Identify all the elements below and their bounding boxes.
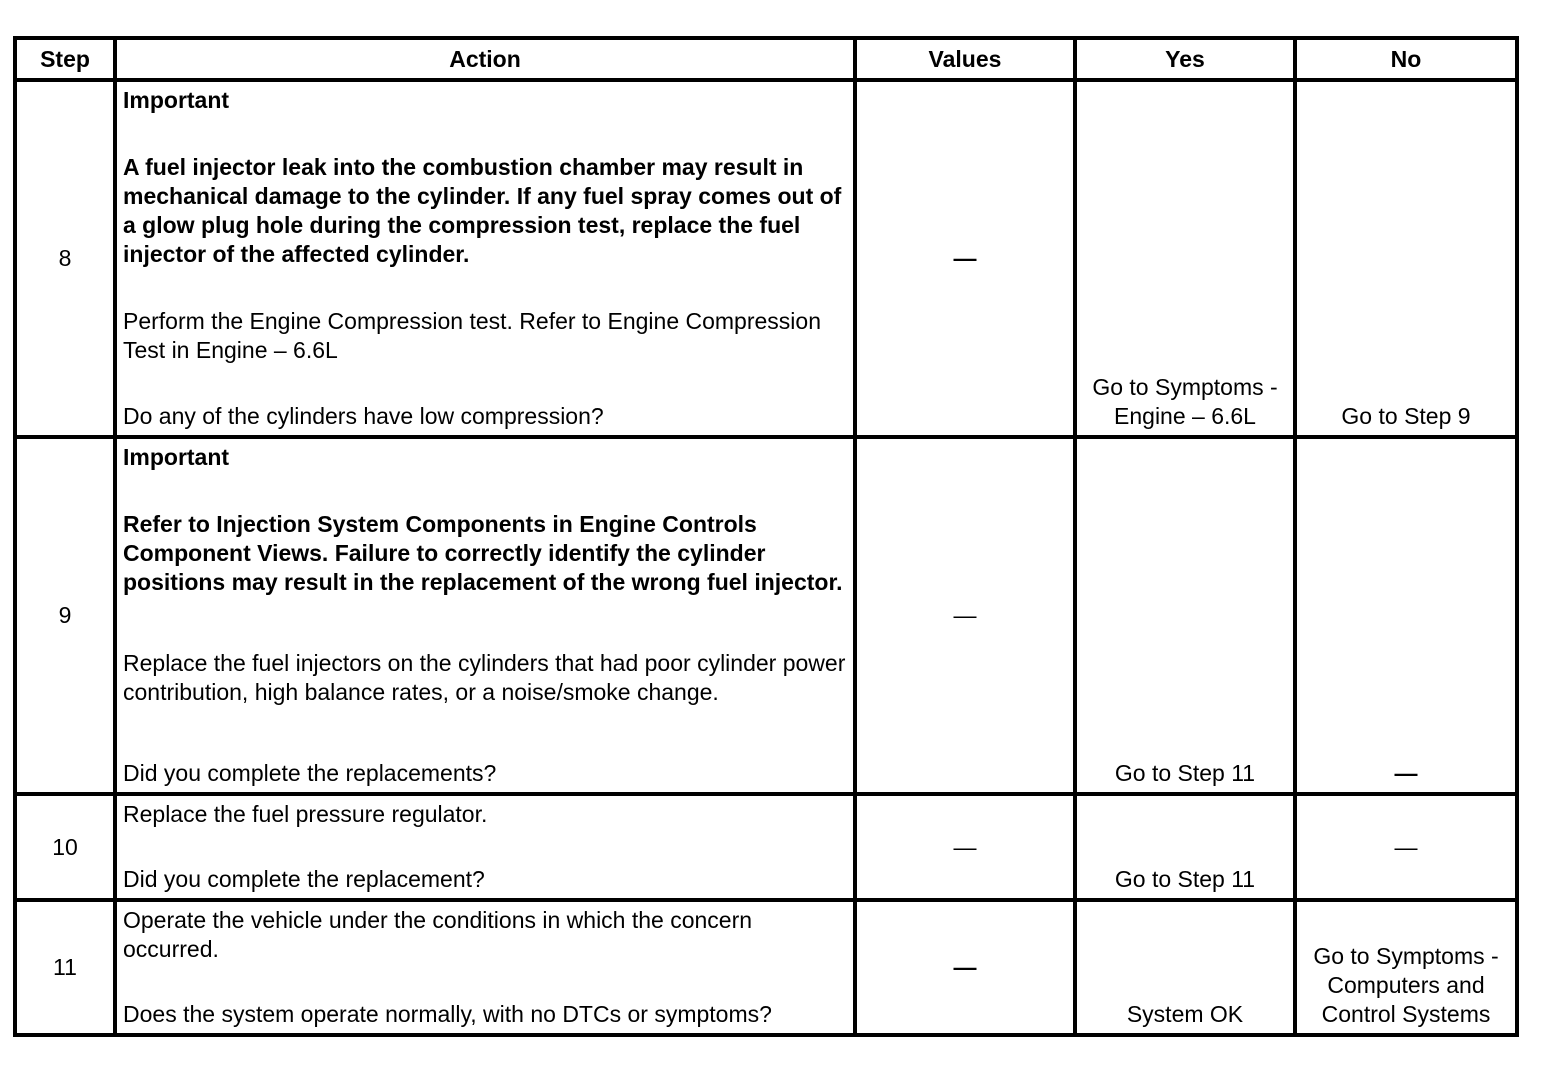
header-values: Values xyxy=(855,38,1075,80)
no-cell: Go to Symptoms - Computers and Control Systems xyxy=(1295,900,1517,1035)
values-cell: — xyxy=(855,900,1075,1035)
yes-cell: Go to Step 11 xyxy=(1075,437,1295,794)
values-cell: — xyxy=(855,794,1075,900)
table-row-step-8 xyxy=(15,80,1517,437)
diagnostic-table xyxy=(13,36,1519,1037)
step-number: 10 xyxy=(15,794,115,900)
action-instruction: Replace the fuel pressure regulator. xyxy=(123,801,488,827)
no-cell: Go to Step 9 xyxy=(1295,80,1517,437)
action-instruction: Operate the vehicle under the conditions in which the concern occurred. xyxy=(123,907,753,962)
table-row-step-10 xyxy=(15,794,1517,900)
step-number: 9 xyxy=(15,437,115,794)
action-instruction: Replace the fuel injectors on the cylinders that had poor cylinder power contribution, high balance rates, or a noise/smoke change. xyxy=(123,650,846,705)
action-cell xyxy=(115,437,855,794)
action-question: Does the system operate normally, with no DTCs or symptoms? xyxy=(123,1001,772,1027)
important-text: A fuel injector leak into the combustion chamber may result in mechanical damage to the cylinder. If any fuel spray comes out of a glow plug hole during the compression test, replace the fuel injector of the affected cylinder. xyxy=(123,154,842,267)
values-cell: — xyxy=(855,437,1075,794)
header-row xyxy=(15,38,1517,80)
yes-cell: System OK xyxy=(1075,900,1295,1035)
no-cell: — xyxy=(1295,794,1517,900)
action-cell xyxy=(115,900,855,1035)
action-question: Do any of the cylinders have low compression? xyxy=(123,403,604,429)
values-cell: — xyxy=(855,80,1075,437)
action-question: Did you complete the replacements? xyxy=(123,760,497,786)
header-yes: Yes xyxy=(1075,38,1295,80)
no-cell: — xyxy=(1295,437,1517,794)
header-no: No xyxy=(1295,38,1517,80)
table-row-step-11 xyxy=(15,900,1517,1035)
action-question: Did you complete the replacement? xyxy=(123,866,485,892)
yes-cell: Go to Step 11 xyxy=(1075,794,1295,900)
header-action: Action xyxy=(115,38,855,80)
important-text: Refer to Injection System Components in Engine Controls Component Views. Failure to correctly identify the cylinder positions may result in the replacement of the wrong fuel injector. xyxy=(123,511,843,595)
step-number: 8 xyxy=(15,80,115,437)
header-step: Step xyxy=(15,38,115,80)
table-row-step-9 xyxy=(15,437,1517,794)
action-cell xyxy=(115,80,855,437)
step-number: 11 xyxy=(15,900,115,1035)
yes-cell: Go to Symptoms - Engine – 6.6L xyxy=(1075,80,1295,437)
action-instruction: Perform the Engine Compression test. Refer to Engine Compression Test in Engine – 6.6L xyxy=(123,307,821,363)
action-cell xyxy=(115,794,855,900)
important-label: Important xyxy=(123,444,230,470)
important-label: Important xyxy=(123,87,230,113)
